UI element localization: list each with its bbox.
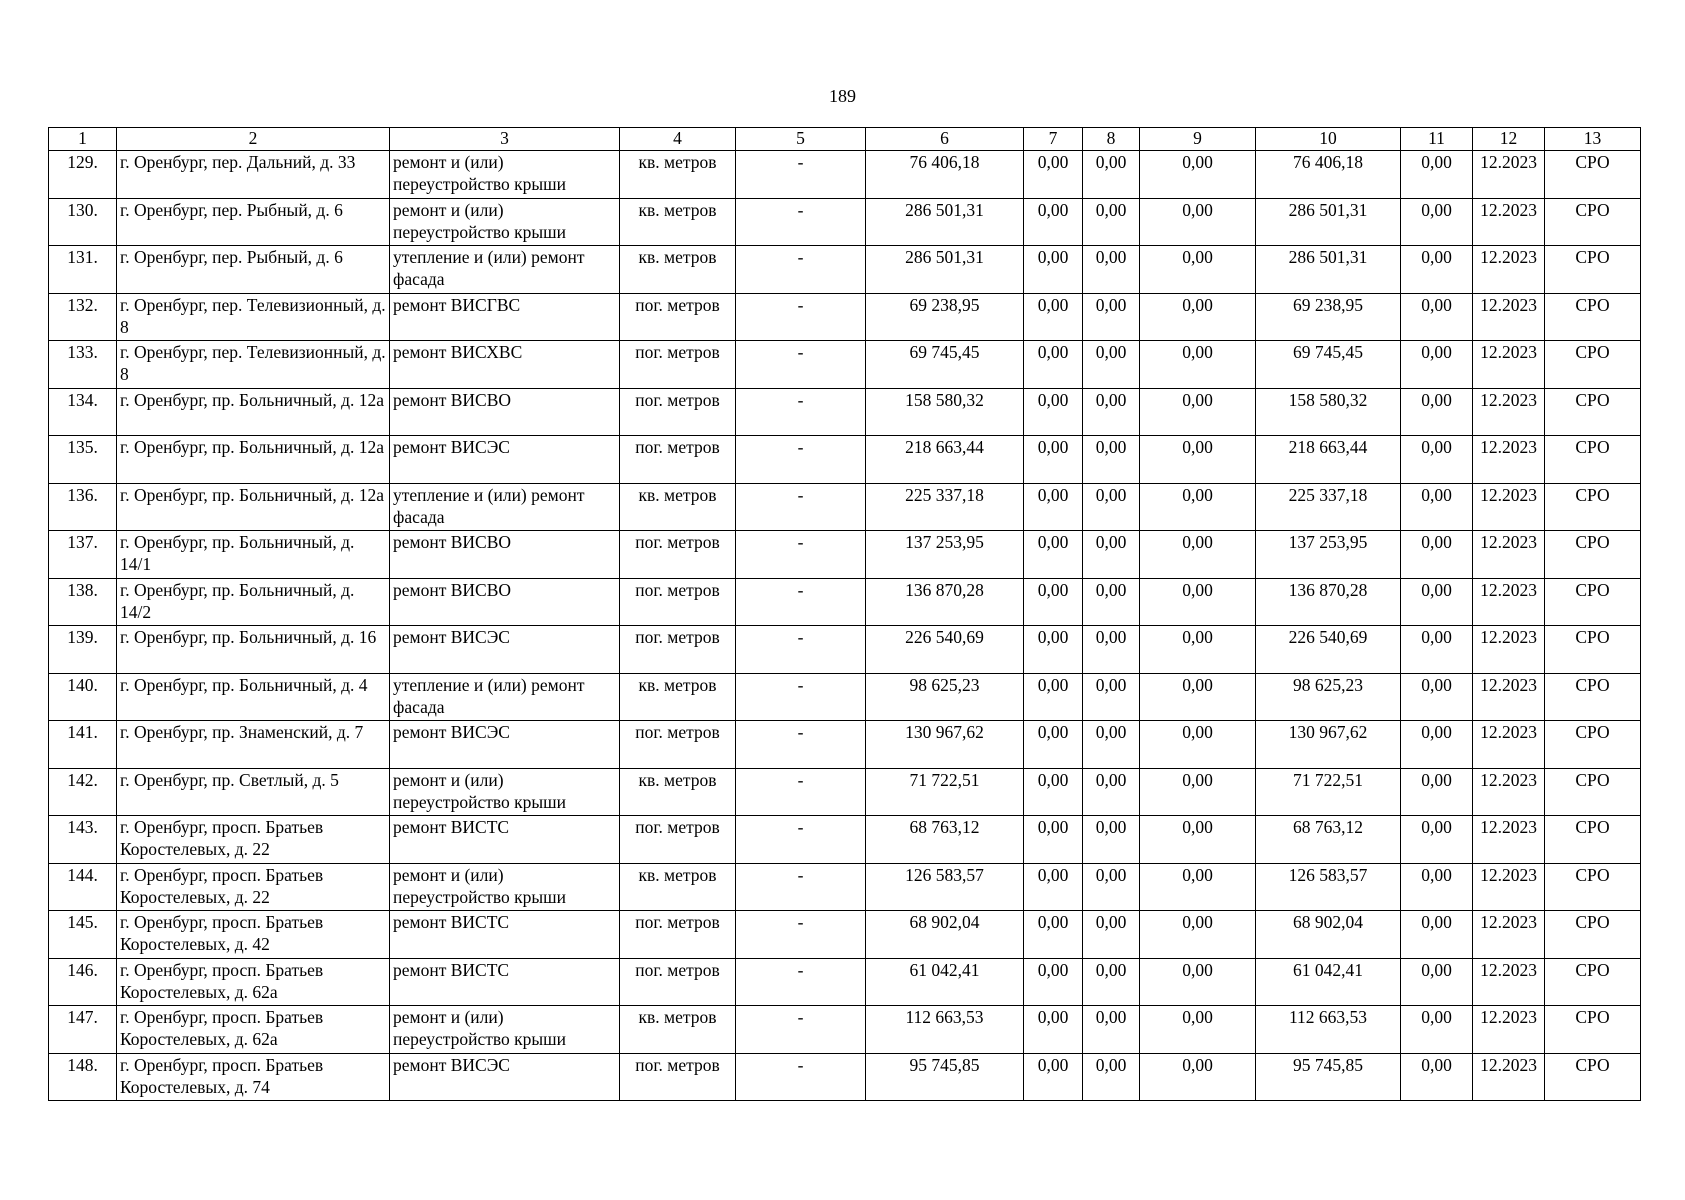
row-number: 134. — [49, 388, 117, 436]
work-type-cell: ремонт и (или) переустройство крыши — [390, 151, 620, 199]
method-cell: СРО — [1545, 578, 1641, 626]
total-cost-cell: 68 763,12 — [866, 816, 1024, 864]
date-cell: 12.2023 — [1473, 911, 1545, 959]
page-number: 189 — [829, 86, 856, 106]
quantity-cell: - — [736, 246, 866, 294]
col11-cell: 0,00 — [1401, 293, 1473, 341]
col7-cell: 0,00 — [1024, 721, 1083, 769]
date-cell: 12.2023 — [1473, 721, 1545, 769]
col9-cell: 0,00 — [1140, 768, 1256, 816]
col10-cell: 61 042,41 — [1256, 958, 1401, 1006]
col11-cell: 0,00 — [1401, 1053, 1473, 1101]
col10-cell: 69 238,95 — [1256, 293, 1401, 341]
col7-cell: 0,00 — [1024, 151, 1083, 199]
total-cost-cell: 69 745,45 — [866, 341, 1024, 389]
date-cell: 12.2023 — [1473, 151, 1545, 199]
col11-cell: 0,00 — [1401, 911, 1473, 959]
unit-cell: пог. метров — [620, 911, 736, 959]
quantity-cell: - — [736, 578, 866, 626]
address-cell: г. Оренбург, пр. Знаменский, д. 7 — [117, 721, 390, 769]
col8-cell: 0,00 — [1083, 198, 1140, 246]
row-number: 142. — [49, 768, 117, 816]
table-row — [49, 1053, 1641, 1101]
col7-cell: 0,00 — [1024, 1053, 1083, 1101]
total-cost-cell: 130 967,62 — [866, 721, 1024, 769]
address-cell: г. Оренбург, пер. Дальний, д. 33 — [117, 151, 390, 199]
column-header-11: 11 — [1401, 128, 1473, 151]
col11-cell: 0,00 — [1401, 626, 1473, 674]
col9-cell: 0,00 — [1140, 578, 1256, 626]
table-row — [49, 1006, 1641, 1054]
col9-cell: 0,00 — [1140, 388, 1256, 436]
col8-cell: 0,00 — [1083, 388, 1140, 436]
row-number: 138. — [49, 578, 117, 626]
method-cell: СРО — [1545, 911, 1641, 959]
col11-cell: 0,00 — [1401, 483, 1473, 531]
row-number: 146. — [49, 958, 117, 1006]
quantity-cell: - — [736, 1053, 866, 1101]
quantity-cell: - — [736, 531, 866, 579]
work-type-cell: ремонт и (или) переустройство крыши — [390, 1006, 620, 1054]
date-cell: 12.2023 — [1473, 246, 1545, 294]
work-type-cell: ремонт и (или) переустройство крыши — [390, 768, 620, 816]
col7-cell: 0,00 — [1024, 198, 1083, 246]
total-cost-cell: 76 406,18 — [866, 151, 1024, 199]
quantity-cell: - — [736, 958, 866, 1006]
col9-cell: 0,00 — [1140, 151, 1256, 199]
col7-cell: 0,00 — [1024, 436, 1083, 484]
col11-cell: 0,00 — [1401, 1006, 1473, 1054]
table-row — [49, 198, 1641, 246]
unit-cell: кв. метров — [620, 198, 736, 246]
quantity-cell: - — [736, 483, 866, 531]
address-cell: г. Оренбург, просп. Братьев Коростелевых, д. 22 — [117, 863, 390, 911]
col9-cell: 0,00 — [1140, 863, 1256, 911]
address-cell: г. Оренбург, просп. Братьев Коростелевых, д. 22 — [117, 816, 390, 864]
work-type-cell: ремонт ВИСХВС — [390, 341, 620, 389]
address-cell: г. Оренбург, пр. Больничный, д. 14/1 — [117, 531, 390, 579]
col8-cell: 0,00 — [1083, 531, 1140, 579]
date-cell: 12.2023 — [1473, 1006, 1545, 1054]
col7-cell: 0,00 — [1024, 863, 1083, 911]
total-cost-cell: 112 663,53 — [866, 1006, 1024, 1054]
col11-cell: 0,00 — [1401, 436, 1473, 484]
row-number: 132. — [49, 293, 117, 341]
col7-cell: 0,00 — [1024, 768, 1083, 816]
row-number: 140. — [49, 673, 117, 721]
address-cell: г. Оренбург, просп. Братьев Коростелевых, д. 62а — [117, 1006, 390, 1054]
col10-cell: 136 870,28 — [1256, 578, 1401, 626]
row-number: 145. — [49, 911, 117, 959]
col7-cell: 0,00 — [1024, 341, 1083, 389]
address-cell: г. Оренбург, просп. Братьев Коростелевых, д. 42 — [117, 911, 390, 959]
col11-cell: 0,00 — [1401, 768, 1473, 816]
work-type-cell: ремонт ВИСТС — [390, 958, 620, 1006]
col9-cell: 0,00 — [1140, 293, 1256, 341]
col10-cell: 158 580,32 — [1256, 388, 1401, 436]
col10-cell: 95 745,85 — [1256, 1053, 1401, 1101]
col10-cell: 68 763,12 — [1256, 816, 1401, 864]
quantity-cell: - — [736, 626, 866, 674]
table-row — [49, 768, 1641, 816]
total-cost-cell: 61 042,41 — [866, 958, 1024, 1006]
table-row — [49, 531, 1641, 579]
quantity-cell: - — [736, 816, 866, 864]
col11-cell: 0,00 — [1401, 198, 1473, 246]
table-row — [49, 816, 1641, 864]
col8-cell: 0,00 — [1083, 246, 1140, 294]
date-cell: 12.2023 — [1473, 958, 1545, 1006]
row-number: 148. — [49, 1053, 117, 1101]
date-cell: 12.2023 — [1473, 863, 1545, 911]
col7-cell: 0,00 — [1024, 1006, 1083, 1054]
work-type-cell: утепление и (или) ремонт фасада — [390, 246, 620, 294]
total-cost-cell: 136 870,28 — [866, 578, 1024, 626]
work-type-cell: ремонт и (или) переустройство крыши — [390, 863, 620, 911]
col7-cell: 0,00 — [1024, 816, 1083, 864]
col11-cell: 0,00 — [1401, 816, 1473, 864]
col9-cell: 0,00 — [1140, 1053, 1256, 1101]
quantity-cell: - — [736, 673, 866, 721]
work-type-cell: ремонт ВИСВО — [390, 531, 620, 579]
date-cell: 12.2023 — [1473, 816, 1545, 864]
work-type-cell: ремонт и (или) переустройство крыши — [390, 198, 620, 246]
unit-cell: пог. метров — [620, 958, 736, 1006]
work-type-cell: ремонт ВИСГВС — [390, 293, 620, 341]
address-cell: г. Оренбург, просп. Братьев Коростелевых, д. 62а — [117, 958, 390, 1006]
work-type-cell: ремонт ВИСТС — [390, 911, 620, 959]
column-header-4: 4 — [620, 128, 736, 151]
quantity-cell: - — [736, 388, 866, 436]
row-number: 141. — [49, 721, 117, 769]
date-cell: 12.2023 — [1473, 341, 1545, 389]
column-header-10: 10 — [1256, 128, 1401, 151]
date-cell: 12.2023 — [1473, 388, 1545, 436]
method-cell: СРО — [1545, 1006, 1641, 1054]
unit-cell: пог. метров — [620, 721, 736, 769]
method-cell: СРО — [1545, 436, 1641, 484]
address-cell: г. Оренбург, пер. Рыбный, д. 6 — [117, 198, 390, 246]
work-type-cell: утепление и (или) ремонт фасада — [390, 483, 620, 531]
row-number: 131. — [49, 246, 117, 294]
col8-cell: 0,00 — [1083, 863, 1140, 911]
col7-cell: 0,00 — [1024, 911, 1083, 959]
total-cost-cell: 286 501,31 — [866, 246, 1024, 294]
unit-cell: пог. метров — [620, 816, 736, 864]
date-cell: 12.2023 — [1473, 198, 1545, 246]
table-row — [49, 341, 1641, 389]
col11-cell: 0,00 — [1401, 863, 1473, 911]
col8-cell: 0,00 — [1083, 958, 1140, 1006]
table-row — [49, 151, 1641, 199]
address-cell: г. Оренбург, пер. Рыбный, д. 6 — [117, 246, 390, 294]
col8-cell: 0,00 — [1083, 721, 1140, 769]
unit-cell: кв. метров — [620, 246, 736, 294]
col9-cell: 0,00 — [1140, 626, 1256, 674]
method-cell: СРО — [1545, 341, 1641, 389]
unit-cell: кв. метров — [620, 1006, 736, 1054]
method-cell: СРО — [1545, 293, 1641, 341]
table-row — [49, 388, 1641, 436]
col10-cell: 218 663,44 — [1256, 436, 1401, 484]
method-cell: СРО — [1545, 863, 1641, 911]
total-cost-cell: 286 501,31 — [866, 198, 1024, 246]
col9-cell: 0,00 — [1140, 1006, 1256, 1054]
col11-cell: 0,00 — [1401, 388, 1473, 436]
col7-cell: 0,00 — [1024, 293, 1083, 341]
total-cost-cell: 71 722,51 — [866, 768, 1024, 816]
column-header-9: 9 — [1140, 128, 1256, 151]
work-type-cell: ремонт ВИСВО — [390, 578, 620, 626]
date-cell: 12.2023 — [1473, 436, 1545, 484]
method-cell: СРО — [1545, 151, 1641, 199]
total-cost-cell: 137 253,95 — [866, 531, 1024, 579]
total-cost-cell: 68 902,04 — [866, 911, 1024, 959]
method-cell: СРО — [1545, 246, 1641, 294]
col7-cell: 0,00 — [1024, 388, 1083, 436]
row-number: 136. — [49, 483, 117, 531]
method-cell: СРО — [1545, 1053, 1641, 1101]
col10-cell: 98 625,23 — [1256, 673, 1401, 721]
work-type-cell: ремонт ВИСЭС — [390, 436, 620, 484]
table-row — [49, 673, 1641, 721]
col9-cell: 0,00 — [1140, 721, 1256, 769]
col9-cell: 0,00 — [1140, 198, 1256, 246]
method-cell: СРО — [1545, 721, 1641, 769]
total-cost-cell: 95 745,85 — [866, 1053, 1024, 1101]
column-header-6: 6 — [866, 128, 1024, 151]
col11-cell: 0,00 — [1401, 673, 1473, 721]
col8-cell: 0,00 — [1083, 626, 1140, 674]
column-header-8: 8 — [1083, 128, 1140, 151]
col7-cell: 0,00 — [1024, 246, 1083, 294]
unit-cell: пог. метров — [620, 578, 736, 626]
col8-cell: 0,00 — [1083, 673, 1140, 721]
total-cost-cell: 218 663,44 — [866, 436, 1024, 484]
col8-cell: 0,00 — [1083, 816, 1140, 864]
col8-cell: 0,00 — [1083, 341, 1140, 389]
col11-cell: 0,00 — [1401, 721, 1473, 769]
col8-cell: 0,00 — [1083, 1053, 1140, 1101]
col7-cell: 0,00 — [1024, 483, 1083, 531]
col7-cell: 0,00 — [1024, 626, 1083, 674]
quantity-cell: - — [736, 863, 866, 911]
col10-cell: 226 540,69 — [1256, 626, 1401, 674]
row-number: 129. — [49, 151, 117, 199]
column-header-5: 5 — [736, 128, 866, 151]
col8-cell: 0,00 — [1083, 436, 1140, 484]
table-row — [49, 721, 1641, 769]
work-type-cell: ремонт ВИСТС — [390, 816, 620, 864]
col10-cell: 76 406,18 — [1256, 151, 1401, 199]
col8-cell: 0,00 — [1083, 578, 1140, 626]
address-cell: г. Оренбург, пр. Больничный, д. 4 — [117, 673, 390, 721]
table-body — [49, 151, 1641, 1101]
col7-cell: 0,00 — [1024, 578, 1083, 626]
address-cell: г. Оренбург, пер. Телевизионный, д. 8 — [117, 293, 390, 341]
date-cell: 12.2023 — [1473, 293, 1545, 341]
quantity-cell: - — [736, 198, 866, 246]
col10-cell: 130 967,62 — [1256, 721, 1401, 769]
col11-cell: 0,00 — [1401, 958, 1473, 1006]
col7-cell: 0,00 — [1024, 531, 1083, 579]
total-cost-cell: 69 238,95 — [866, 293, 1024, 341]
col8-cell: 0,00 — [1083, 483, 1140, 531]
col9-cell: 0,00 — [1140, 958, 1256, 1006]
date-cell: 12.2023 — [1473, 578, 1545, 626]
work-type-cell: ремонт ВИСВО — [390, 388, 620, 436]
address-cell: г. Оренбург, пер. Телевизионный, д. 8 — [117, 341, 390, 389]
address-cell: г. Оренбург, просп. Братьев Коростелевых, д. 74 — [117, 1053, 390, 1101]
date-cell: 12.2023 — [1473, 626, 1545, 674]
method-cell: СРО — [1545, 531, 1641, 579]
quantity-cell: - — [736, 341, 866, 389]
col10-cell: 71 722,51 — [1256, 768, 1401, 816]
row-number: 133. — [49, 341, 117, 389]
row-number: 139. — [49, 626, 117, 674]
col9-cell: 0,00 — [1140, 911, 1256, 959]
unit-cell: пог. метров — [620, 436, 736, 484]
quantity-cell: - — [736, 721, 866, 769]
col11-cell: 0,00 — [1401, 531, 1473, 579]
col11-cell: 0,00 — [1401, 246, 1473, 294]
address-cell: г. Оренбург, пр. Больничный, д. 14/2 — [117, 578, 390, 626]
col10-cell: 112 663,53 — [1256, 1006, 1401, 1054]
unit-cell: кв. метров — [620, 768, 736, 816]
total-cost-cell: 158 580,32 — [866, 388, 1024, 436]
table-row — [49, 863, 1641, 911]
col9-cell: 0,00 — [1140, 483, 1256, 531]
unit-cell: пог. метров — [620, 1053, 736, 1101]
date-cell: 12.2023 — [1473, 483, 1545, 531]
column-header-12: 12 — [1473, 128, 1545, 151]
col10-cell: 137 253,95 — [1256, 531, 1401, 579]
unit-cell: кв. метров — [620, 483, 736, 531]
col8-cell: 0,00 — [1083, 1006, 1140, 1054]
unit-cell: пог. метров — [620, 626, 736, 674]
total-cost-cell: 126 583,57 — [866, 863, 1024, 911]
quantity-cell: - — [736, 768, 866, 816]
method-cell: СРО — [1545, 816, 1641, 864]
repair-register-table — [48, 127, 1641, 1101]
row-number: 137. — [49, 531, 117, 579]
col10-cell: 126 583,57 — [1256, 863, 1401, 911]
work-type-cell: ремонт ВИСЭС — [390, 721, 620, 769]
row-number: 147. — [49, 1006, 117, 1054]
col8-cell: 0,00 — [1083, 151, 1140, 199]
column-header-2: 2 — [117, 128, 390, 151]
table-row — [49, 911, 1641, 959]
unit-cell: кв. метров — [620, 863, 736, 911]
col11-cell: 0,00 — [1401, 341, 1473, 389]
column-header-13: 13 — [1545, 128, 1641, 151]
unit-cell: пог. метров — [620, 341, 736, 389]
quantity-cell: - — [736, 1006, 866, 1054]
table-row — [49, 293, 1641, 341]
quantity-cell: - — [736, 151, 866, 199]
method-cell: СРО — [1545, 626, 1641, 674]
unit-cell: пог. метров — [620, 388, 736, 436]
col9-cell: 0,00 — [1140, 531, 1256, 579]
address-cell: г. Оренбург, пр. Светлый, д. 5 — [117, 768, 390, 816]
col8-cell: 0,00 — [1083, 768, 1140, 816]
col8-cell: 0,00 — [1083, 293, 1140, 341]
row-number: 144. — [49, 863, 117, 911]
col10-cell: 225 337,18 — [1256, 483, 1401, 531]
total-cost-cell: 98 625,23 — [866, 673, 1024, 721]
total-cost-cell: 226 540,69 — [866, 626, 1024, 674]
col9-cell: 0,00 — [1140, 341, 1256, 389]
work-type-cell: ремонт ВИСЭС — [390, 1053, 620, 1101]
table-row — [49, 958, 1641, 1006]
col10-cell: 68 902,04 — [1256, 911, 1401, 959]
col10-cell: 286 501,31 — [1256, 246, 1401, 294]
row-number: 130. — [49, 198, 117, 246]
address-cell: г. Оренбург, пр. Больничный, д. 16 — [117, 626, 390, 674]
method-cell: СРО — [1545, 958, 1641, 1006]
col11-cell: 0,00 — [1401, 578, 1473, 626]
row-number: 135. — [49, 436, 117, 484]
table-row — [49, 246, 1641, 294]
date-cell: 12.2023 — [1473, 673, 1545, 721]
unit-cell: кв. метров — [620, 673, 736, 721]
method-cell: СРО — [1545, 198, 1641, 246]
quantity-cell: - — [736, 436, 866, 484]
quantity-cell: - — [736, 293, 866, 341]
row-number: 143. — [49, 816, 117, 864]
work-type-cell: ремонт ВИСЭС — [390, 626, 620, 674]
method-cell: СРО — [1545, 673, 1641, 721]
col7-cell: 0,00 — [1024, 958, 1083, 1006]
address-cell: г. Оренбург, пр. Больничный, д. 12а — [117, 483, 390, 531]
address-cell: г. Оренбург, пр. Больничный, д. 12а — [117, 436, 390, 484]
col11-cell: 0,00 — [1401, 151, 1473, 199]
table-row — [49, 436, 1641, 484]
column-header-1: 1 — [49, 128, 117, 151]
date-cell: 12.2023 — [1473, 768, 1545, 816]
date-cell: 12.2023 — [1473, 531, 1545, 579]
column-number-row — [49, 128, 1641, 151]
column-header-7: 7 — [1024, 128, 1083, 151]
address-cell: г. Оренбург, пр. Больничный, д. 12а — [117, 388, 390, 436]
table-row — [49, 626, 1641, 674]
date-cell: 12.2023 — [1473, 1053, 1545, 1101]
col9-cell: 0,00 — [1140, 436, 1256, 484]
table-row — [49, 483, 1641, 531]
column-header-3: 3 — [390, 128, 620, 151]
method-cell: СРО — [1545, 388, 1641, 436]
col8-cell: 0,00 — [1083, 911, 1140, 959]
col9-cell: 0,00 — [1140, 673, 1256, 721]
work-type-cell: утепление и (или) ремонт фасада — [390, 673, 620, 721]
quantity-cell: - — [736, 911, 866, 959]
method-cell: СРО — [1545, 483, 1641, 531]
col7-cell: 0,00 — [1024, 673, 1083, 721]
col9-cell: 0,00 — [1140, 246, 1256, 294]
col9-cell: 0,00 — [1140, 816, 1256, 864]
col10-cell: 286 501,31 — [1256, 198, 1401, 246]
method-cell: СРО — [1545, 768, 1641, 816]
unit-cell: кв. метров — [620, 151, 736, 199]
total-cost-cell: 225 337,18 — [866, 483, 1024, 531]
unit-cell: пог. метров — [620, 293, 736, 341]
unit-cell: пог. метров — [620, 531, 736, 579]
table-row — [49, 578, 1641, 626]
col10-cell: 69 745,45 — [1256, 341, 1401, 389]
